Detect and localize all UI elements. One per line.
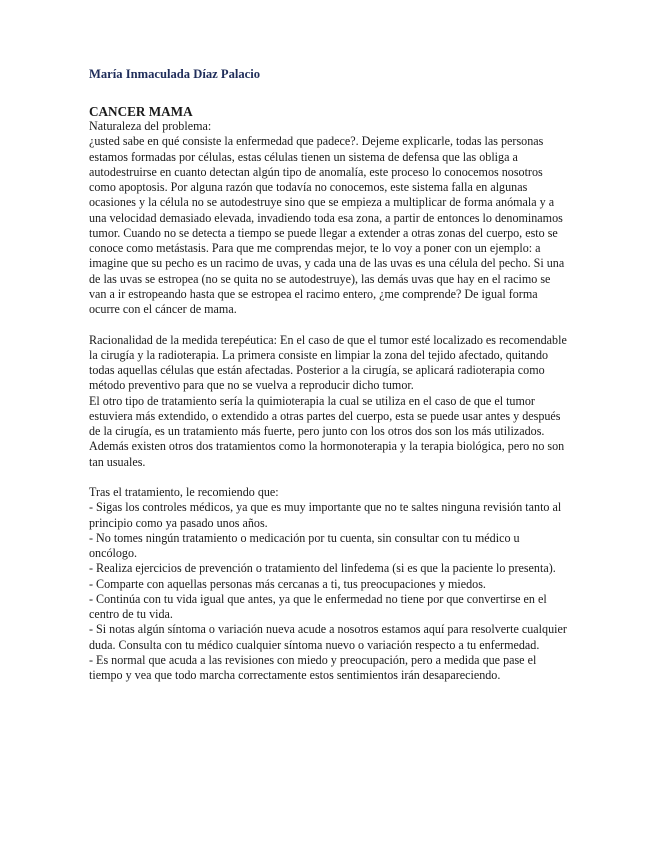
nature-paragraph: ¿usted sabe en qué consiste la enfermedad que padece?. Dejeme explicarle, todas las personas estamos formadas por células, estas células tienen un sistema de defensa que las obliga a autodestruirse en cuanto detectan algún tipo de anomalía, este proceso lo conocemos nosotros como apoptosis. Por alguna razón que todavía no conocemos, este sistema falla en algunas ocasiones y la célula no se autodestruye sino que se empieza a multiplicar de forma anómala y a una velocidad demasiado elevada, invadiendo toda esa zona, a partir de entonces lo denominamos tumor. Cuando no se detecta a tiempo se puede llegar a extender a otras zonas del cuerpo, esto se conoce como metástasis. Para que me comprendas mejor, te lo voy a poner con un ejemplo: a imagine que su pecho es un racimo de uvas, y cada una de las uvas es una célula del pecho. Si una de las uvas se estropea (no se quita no se autodestruye), las demás uvas que hay en el racimo se van a ir estropeando hasta que se estropea el racimo entero, ¿me comprende? De igual forma ocurre con el cáncer de mama. <box>89 134 565 316</box>
recommendations-intro: Tras el tratamiento, le recomiendo que: <box>89 485 279 499</box>
recommendation-item: - Continúa con tu vida igual que antes, ya que le enfermedad no tiene por que convertirse en el centro de tu vida. <box>89 591 547 621</box>
author-name: María Inmaculada Díaz Palacio <box>89 67 261 81</box>
rationale-paragraph-3: Además existen otros dos tratamientos como la hormonoterapia y la terapia biológica, pero no son tan usuales. <box>89 439 565 469</box>
rationale-paragraph-1: Racionalidad de la medida terepéutica: En el caso de que el tumor esté localizado es recomendable la cirugía y la radioterapia. La primera consiste en limpiar la zona del tejido afectado, quitando todas aquellas células que están afectadas. Posterior a la cirugía, se aplicará radioterapia como método preventivo para que no se vuelva a reproducir dicho tumor. <box>89 332 567 393</box>
paragraph-spacer <box>89 470 567 485</box>
recommendation-item: - Es normal que acuda a las revisiones con miedo y preocupación, pero a medida que pase el tiempo y vea que todo marcha correctamente estos sentimientos irán desapareciendo. <box>89 652 537 682</box>
rationale-paragraph-2: El otro tipo de tratamiento sería la quimioterapia la cual se utiliza en el caso de que el tumor estuviera más extendido, o extendido a otras partes del cuerpo, esta se puede usar antes y después de la cirugía, es un tratamiento más fuerte, pero junto con los otros dos son los más utilizados. <box>89 393 561 438</box>
recommendation-item: - Si notas algún síntoma o variación nueva acude a nosotros estamos aquí para resolverte cualquier duda. Consulta con tu médico cualquier síntoma nuevo o variación respecto a tu enfermedad. <box>89 622 567 652</box>
recommendation-item: - Comparte con aquellas personas más cercanas a ti, tus preocupaciones y miedos. <box>89 576 486 591</box>
document-page <box>89 66 567 683</box>
paragraph-spacer <box>89 317 567 332</box>
recommendation-item: - No tomes ningún tratamiento o medicación por tu cuenta, sin consultar con tu médico u oncólogo. <box>89 530 520 560</box>
document-title: CANCER MAMA <box>89 104 193 119</box>
recommendation-item: - Sigas los controles médicos, ya que es muy importante que no te saltes ninguna revisión tanto al principio como ya pasado unos años. <box>89 500 562 530</box>
recommendation-item: - Realiza ejercicios de prevención o tratamiento del linfedema (si es que la paciente lo presenta). <box>89 561 556 576</box>
nature-label: Naturaleza del problema: <box>89 119 212 133</box>
